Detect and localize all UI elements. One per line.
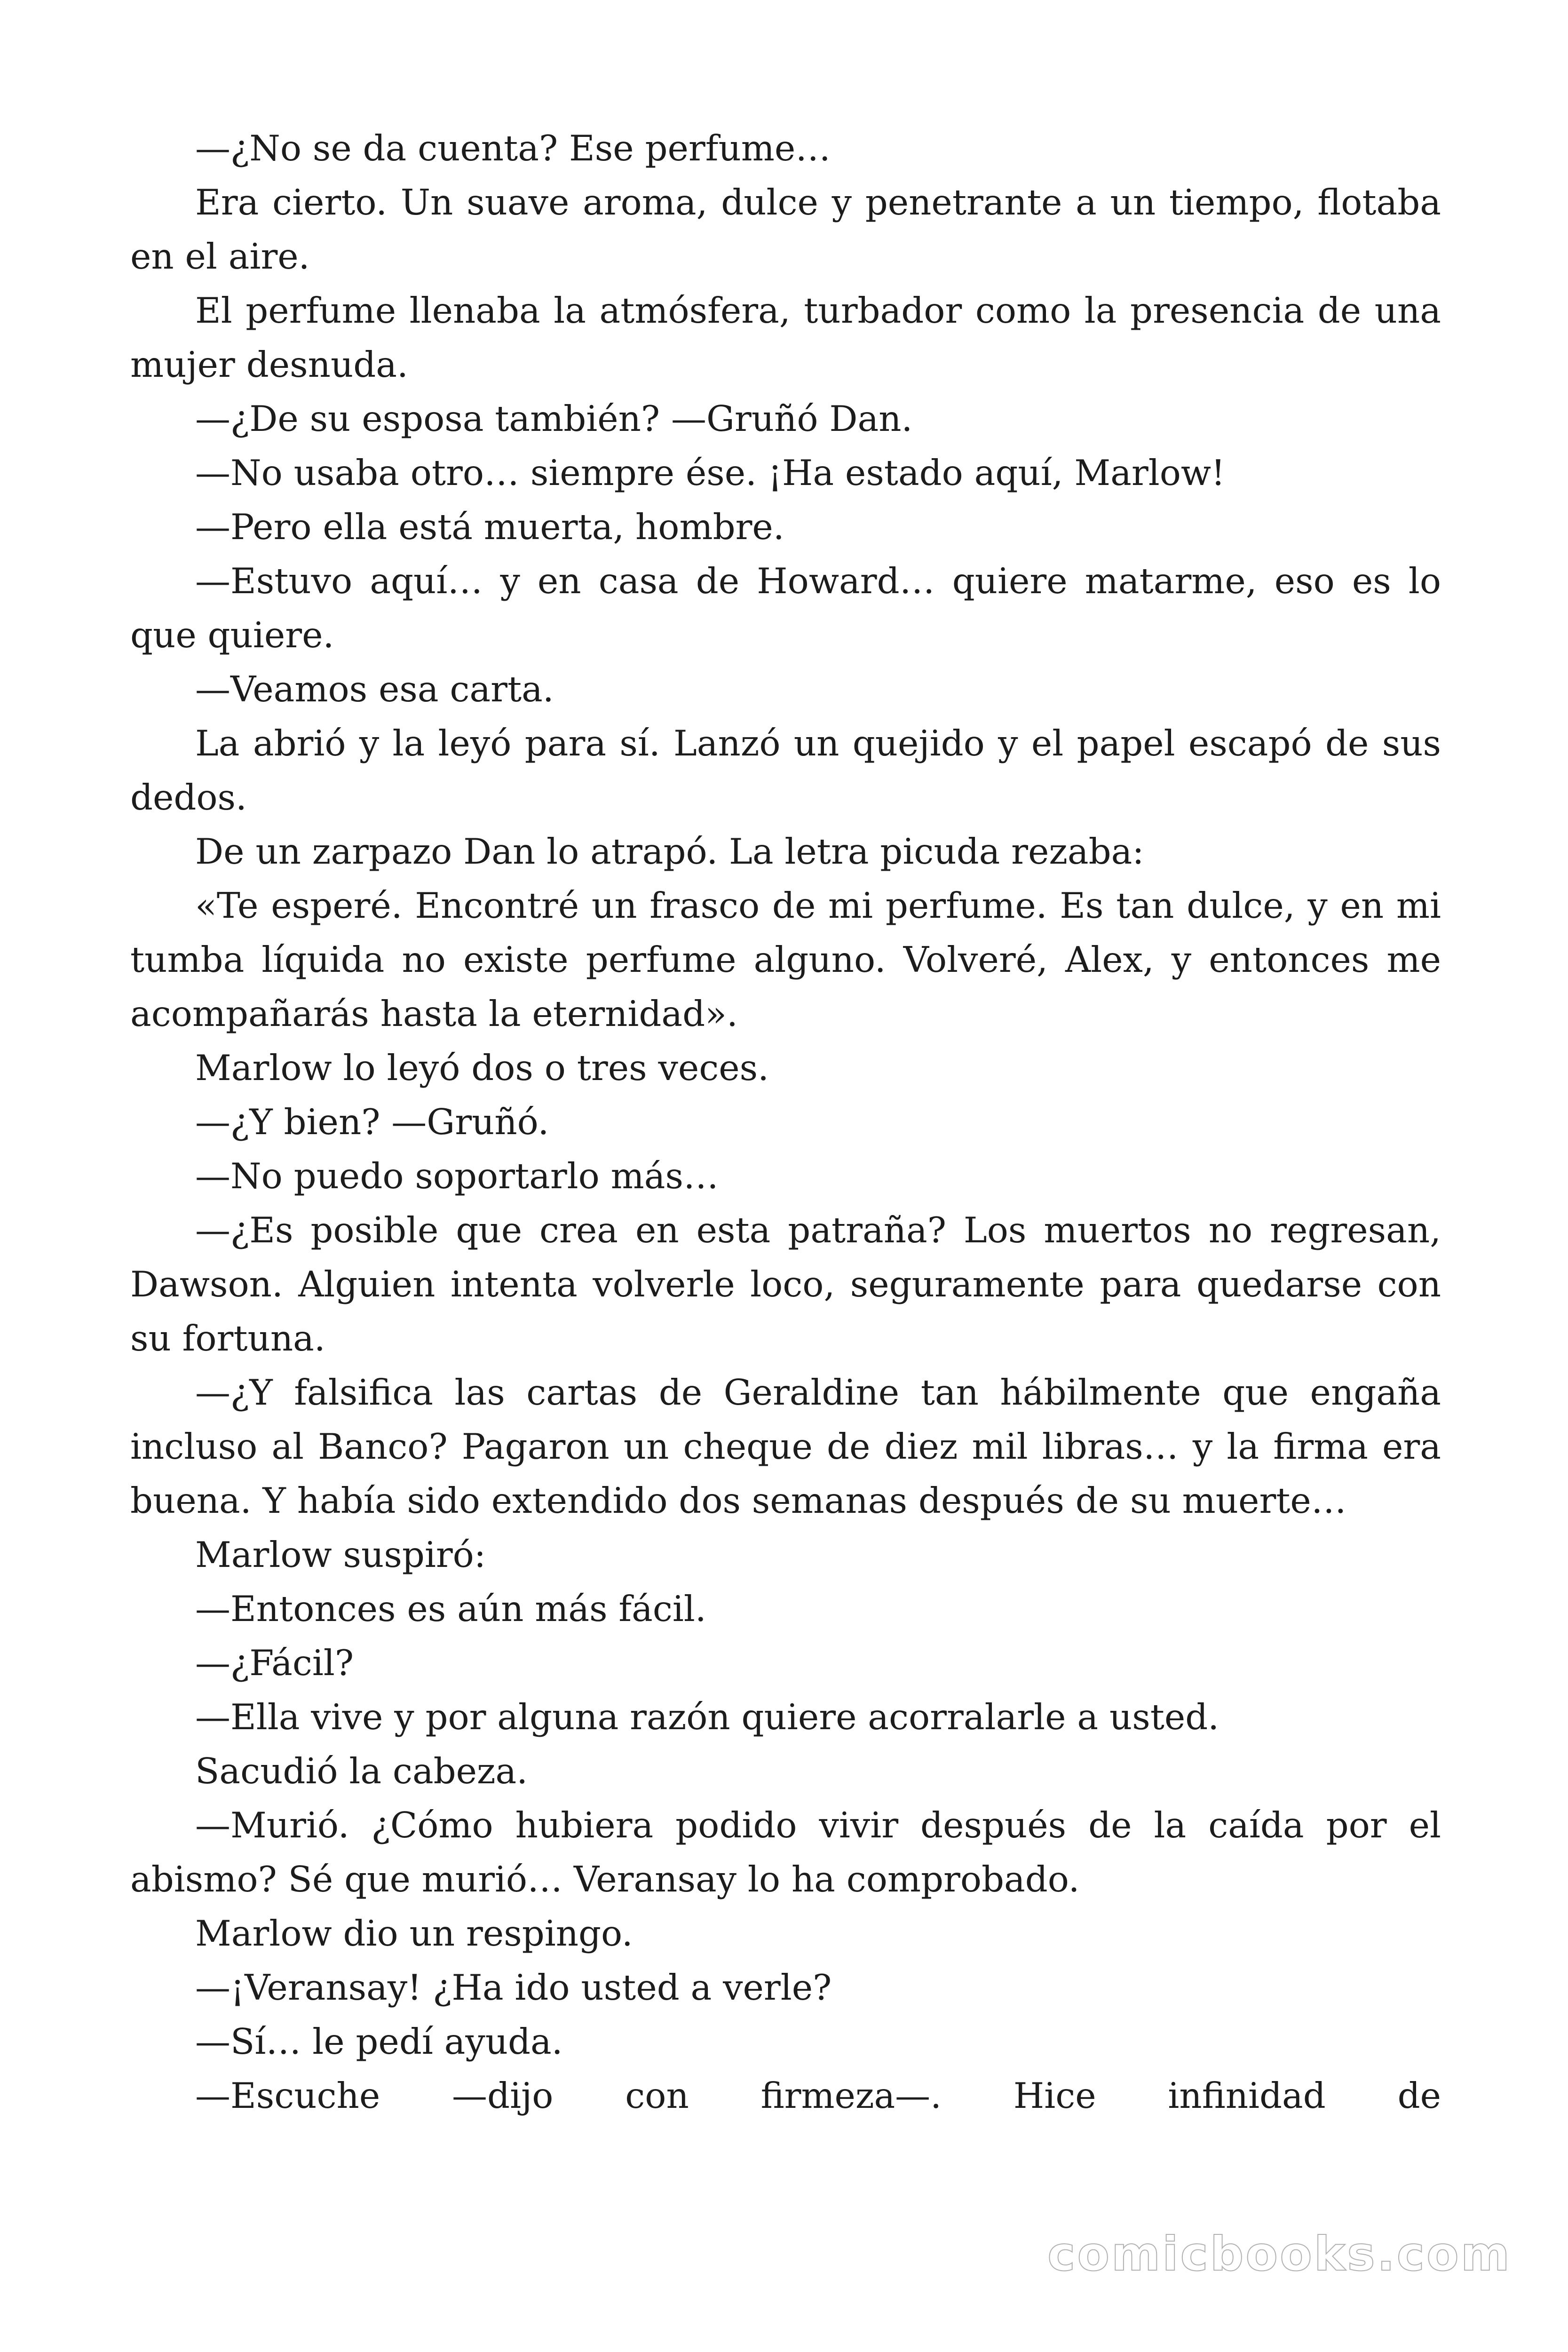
paragraph: Marlow dio un respingo. <box>195 1913 633 1954</box>
paragraph: —Murió. ¿Cómo hubiera podido vivir después de la caída por el abismo? Sé que murió… Veransay lo ha comprobado. <box>130 1804 1441 1900</box>
paragraph: «Te esperé. Encontré un frasco de mi perfume. Es tan dulce, y en mi tumba líquida no existe perfume alguno. Volveré, Alex, y entonces me acompañarás hasta la eternidad». <box>130 885 1441 1034</box>
paragraph: —¿Y bien? —Gruñó. <box>195 1101 549 1143</box>
watermark: comicbooks.com <box>1047 2226 1512 2281</box>
paragraph: —¿Es posible que crea en esta patraña? Los muertos no regresan, Dawson. Alguien intenta volverle loco, seguramente para quedarse con su fortuna. <box>130 1209 1441 1359</box>
paragraph: —No usaba otro… siempre ése. ¡Ha estado aquí, Marlow! <box>195 452 1226 493</box>
paragraph: —¿Fácil? <box>195 1642 354 1684</box>
paragraph: —Estuvo aquí… y en casa de Howard… quiere matarme, eso es lo que quiere. <box>130 560 1441 656</box>
paragraph: De un zarpazo Dan lo atrapó. La letra picuda rezaba: <box>195 831 1144 872</box>
paragraph: —¿De su esposa también? —Gruñó Dan. <box>195 398 913 439</box>
paragraph: —Ella vive y por alguna razón quiere acorralarle a usted. <box>195 1696 1220 1738</box>
paragraph: Sacudió la cabeza. <box>195 1750 528 1792</box>
paragraph-continued: —Escuche —dijo con firmeza—. Hice infinidad de <box>195 2075 1441 2116</box>
paragraph: Era cierto. Un suave aroma, dulce y penetrante a un tiempo, flotaba en el aire. <box>130 182 1441 277</box>
paragraph: El perfume llenaba la atmósfera, turbador como la presencia de una mujer desnuda. <box>130 290 1441 385</box>
paragraph: —¿No se da cuenta? Ese perfume… <box>195 127 831 169</box>
paragraph: —No puedo soportarlo más… <box>195 1155 719 1197</box>
paragraph: La abrió y la leyó para sí. Lanzó un quejido y el papel escapó de sus dedos. <box>130 723 1441 818</box>
paragraph: —Entonces es aún más fácil. <box>195 1588 706 1629</box>
paragraph: —Sí… le pedí ayuda. <box>195 2021 563 2062</box>
paragraph: —¡Veransay! ¿Ha ido usted a verle? <box>195 1967 832 2008</box>
paragraph: —Pero ella está muerta, hombre. <box>195 506 784 548</box>
paragraph: —Veamos esa carta. <box>195 668 554 710</box>
paragraph: Marlow suspiró: <box>195 1534 486 1575</box>
paragraph: Marlow lo leyó dos o tres veces. <box>195 1047 769 1089</box>
book-page-text <box>130 121 1441 2123</box>
paragraph: —¿Y falsifica las cartas de Geraldine tan hábilmente que engaña incluso al Banco? Pagaron un cheque de diez mil libras… y la firma era buena. Y había sido extendido dos semanas después de su muerte… <box>130 1372 1441 1521</box>
